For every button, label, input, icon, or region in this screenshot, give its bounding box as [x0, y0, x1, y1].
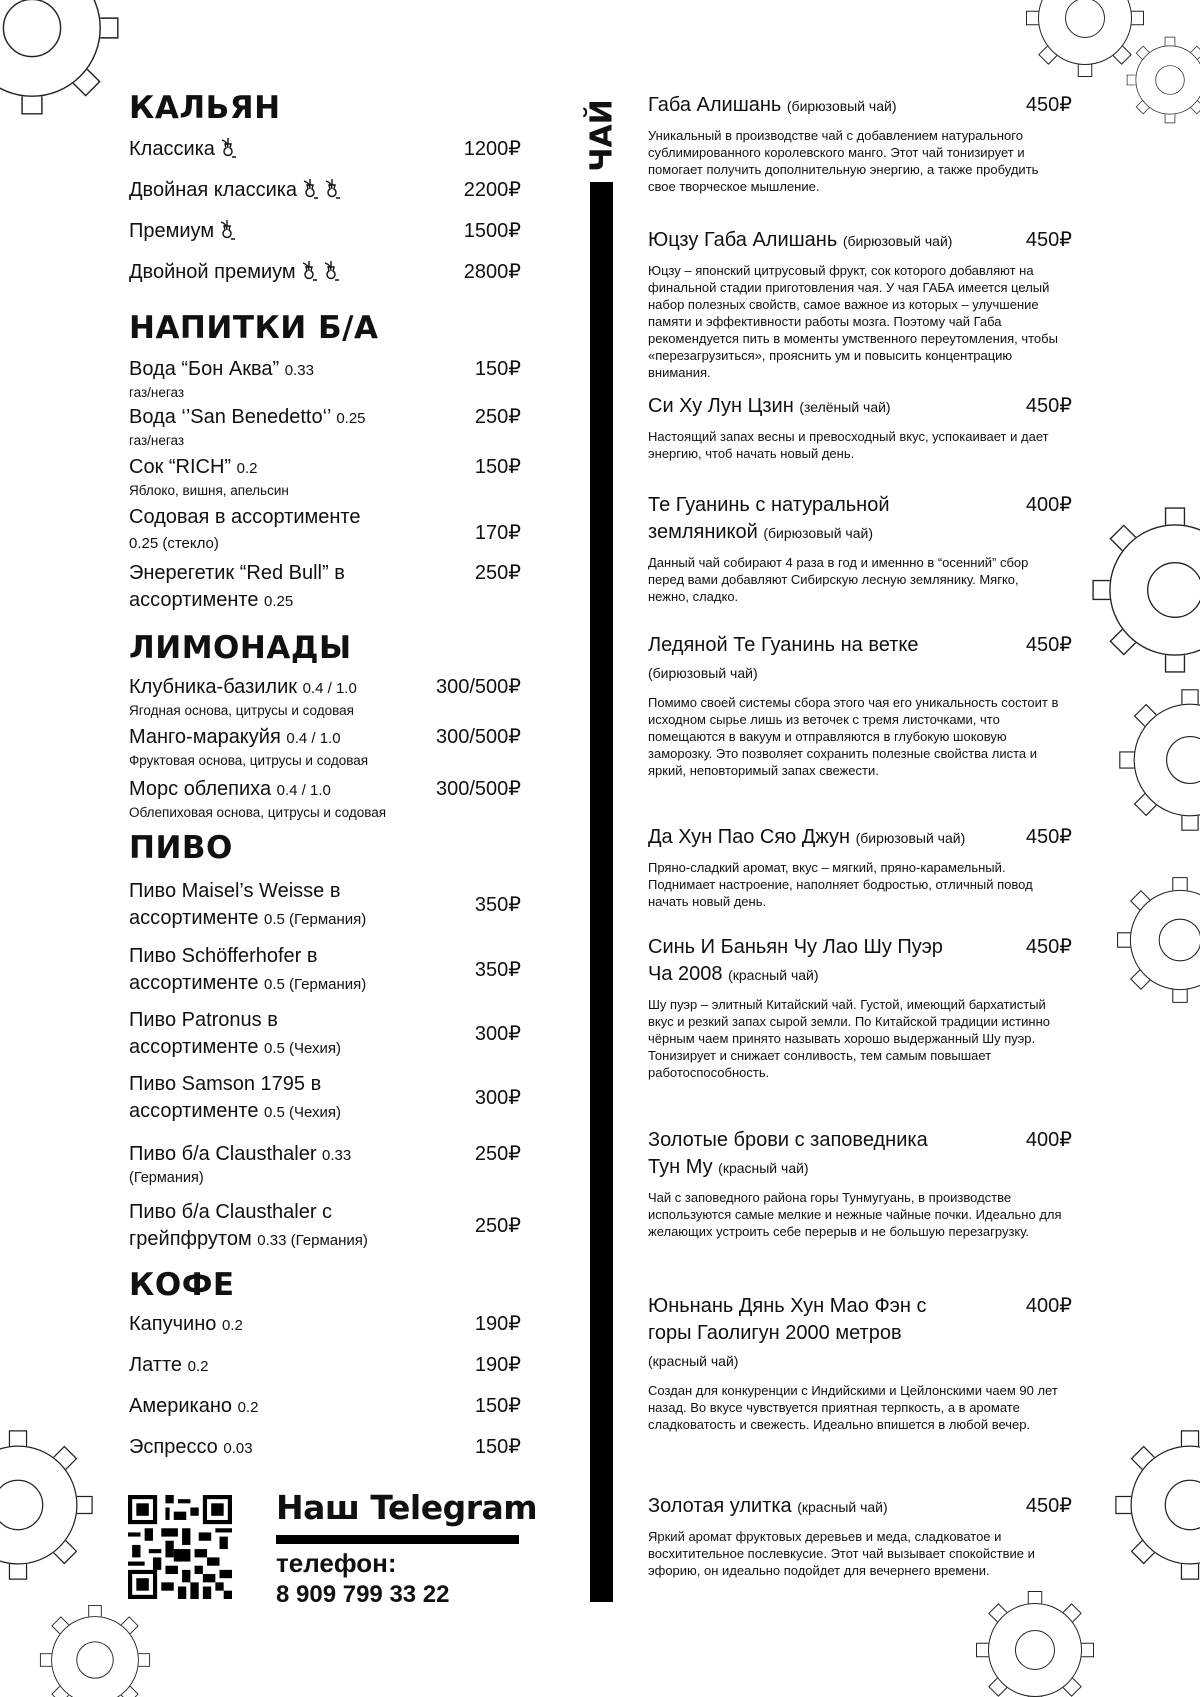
- item-price: 1500₽: [463, 220, 521, 242]
- hookah-icon: [300, 260, 318, 282]
- item-price: 300/500₽: [435, 726, 521, 748]
- phone-label: телефон:: [276, 1548, 397, 1578]
- item-sub: Ягодная основа, цитрусы и содовая: [129, 703, 354, 718]
- item-price: 250₽: [474, 1143, 521, 1165]
- item-volume: 0.33: [322, 1147, 352, 1164]
- tea-description: Юцзу – японский цитрусовый фрукт, сок которого добавляют на финальной стадии приготовления чая. У чая ГАБА имеется целый набор полезных свойств, самое важное из которых – улучшение памяти и эффективности работы мозга. Поэтому чай Габа рекомендуется пить в моменты умственного переутомления, чтобы «перезагрузиться», прояснить ум и повысить концентрацию внимания.: [648, 263, 1058, 380]
- menu-item: [129, 259, 521, 300]
- item-volume: 0.5 (Чехия): [264, 1040, 342, 1057]
- menu-item: [129, 1352, 521, 1393]
- divider-bar: [590, 182, 613, 1602]
- tea-price: 450₽: [1025, 936, 1072, 958]
- item-name: Манго-маракуйя: [129, 726, 281, 748]
- tea-type: (бирюзовый чай): [855, 830, 966, 846]
- item-volume: 0.4 / 1.0: [286, 730, 341, 747]
- tea-item: [648, 1293, 1072, 1493]
- item-name: Двойная классика: [129, 179, 298, 201]
- item-price: 150₽: [474, 456, 521, 478]
- item-name: Морс облепиха: [129, 778, 272, 800]
- tea-price: 450₽: [1025, 94, 1072, 116]
- item-price: 190₽: [474, 1313, 521, 1335]
- item-price: 1200₽: [463, 138, 521, 160]
- item-name: Эспрессо: [129, 1436, 218, 1458]
- qr-code[interactable]: [128, 1495, 232, 1599]
- tea-description: Уникальный в производстве чай с добавлением натурального сублимированного королевского манго. Этот чай тонизирует и помогает получить дополнительную энергию, а также пробудить свое творческое мышление.: [648, 128, 1039, 194]
- menu-item: [129, 724, 521, 776]
- tea-type: (бирюзовый чай): [763, 525, 873, 541]
- item-price: 190₽: [474, 1354, 521, 1376]
- hookah-icon: [219, 137, 237, 159]
- tea-price: 450₽: [1025, 229, 1072, 251]
- item-sub: Фруктовая основа, цитрусы и содовая: [129, 753, 369, 768]
- tea-type: (бирюзовый чай): [786, 98, 897, 114]
- tea-name: Золотые брови с заповедника Тун Му: [648, 1129, 928, 1178]
- tea-type: (бирюзовый чай): [842, 233, 953, 249]
- item-name: Латте: [129, 1354, 183, 1376]
- tea-price: 400₽: [1025, 494, 1072, 516]
- tea-type: (бирюзовый чай): [648, 665, 758, 681]
- item-sub: газ/негаз: [129, 433, 185, 448]
- hookah-icon: [218, 219, 236, 241]
- item-price: 2800₽: [463, 261, 521, 283]
- menu-item: [129, 356, 521, 404]
- item-sub: Яблоко, вишня, апельсин: [129, 483, 289, 498]
- item-name: Пиво Schöfferhofer в ассортименте: [129, 945, 318, 994]
- menu-item: [129, 136, 521, 177]
- item-price: 250₽: [474, 562, 521, 584]
- tea-item: [648, 492, 1072, 632]
- tea-price: 450₽: [1025, 395, 1072, 417]
- tea-item: [648, 1493, 1072, 1593]
- menu-item: [129, 1141, 521, 1199]
- menu-item: [129, 177, 521, 218]
- tea-name: Да Хун Пао Сяо Джун: [648, 826, 851, 848]
- item-volume: 0.33 (Германия): [257, 1232, 368, 1249]
- tea-description: Настоящий запах весны и превосходный вкус, успокаивает и дает энергию, чтоб начать новый день.: [648, 429, 1049, 461]
- menu-item: [129, 218, 521, 259]
- item-price: 250₽: [474, 406, 521, 428]
- item-name: Американо: [129, 1395, 232, 1417]
- item-price: 150₽: [474, 1395, 521, 1417]
- tea-price: 400₽: [1025, 1129, 1072, 1151]
- tea-item: [648, 1127, 1072, 1293]
- item-name: Пиво Maisel’s Weisse в ассортименте: [129, 880, 341, 929]
- tea-description: Создан для конкуренции с Индийскими и Цейлонскими чаем 90 лет назад. Во вкусе чувствуется приятная терпкость, а в аромате сладковатость и свежесть. Идеально впишется в любой вечер.: [648, 1383, 1058, 1432]
- item-sub: газ/негаз: [129, 385, 185, 400]
- menu-item: [129, 943, 521, 1007]
- tea-item: [648, 934, 1072, 1127]
- tea-item: [648, 227, 1072, 393]
- menu-item: [129, 404, 521, 454]
- item-price: 300₽: [474, 1023, 521, 1045]
- tea-item: [648, 393, 1072, 492]
- item-name: Вода ‘’San Benedetto‘’: [129, 406, 331, 428]
- item-price: 350₽: [474, 894, 521, 916]
- item-price: 350₽: [474, 959, 521, 981]
- tea-name: Ледяной Те Гуанинь на ветке: [648, 634, 919, 656]
- left-column: [129, 88, 521, 1475]
- hookah-icon: [301, 178, 319, 200]
- item-price: 300₽: [474, 1087, 521, 1109]
- item-name: Пиво б/а Clausthaler с грейпфрутом: [129, 1201, 333, 1250]
- tea-type: (красный чай): [718, 1160, 809, 1176]
- tea-description: Данный чай собирают 4 раза в год и именнно в “осенний” сбор перед вами добавляют Сибирскую лесную землянику. Мягко, нежно, сладко.: [648, 555, 1029, 604]
- item-name: Классика: [129, 138, 215, 160]
- tea-type: (зелёный чай): [799, 399, 891, 415]
- item-name: Капучино: [129, 1313, 217, 1335]
- menu-item: [129, 560, 521, 624]
- item-name: Пиво Patronus в ассортименте: [129, 1009, 278, 1058]
- menu-item: [129, 1199, 521, 1261]
- tea-item: [648, 824, 1072, 934]
- tea-description: Яркий аромат фруктовых деревьев и меда, сладковатое и восхитительное послевкусие. Этот чай вызывает спокойствие и эфорию, он идеально подойдет для вечернего времени.: [648, 1529, 1035, 1578]
- item-name: Содовая в ассортименте: [129, 506, 361, 528]
- item-volume: 0.5 (Чехия): [264, 1104, 342, 1121]
- item-name: Пиво б/а Clausthaler: [129, 1143, 317, 1165]
- item-volume: 0.4 / 1.0: [302, 680, 357, 697]
- item-volume: 0.5 (Германия): [264, 911, 367, 928]
- menu-item: [129, 878, 521, 943]
- menu-item: [129, 1434, 521, 1475]
- item-volume: 0.2: [237, 1399, 259, 1416]
- tea-type: (красный чай): [797, 1499, 888, 1515]
- item-name: Вода “Бон Аква”: [129, 358, 280, 380]
- menu-item: [129, 504, 521, 560]
- item-price: 300/500₽: [435, 778, 521, 800]
- item-volume: 0.2: [187, 1358, 209, 1375]
- item-sub: 0.25 (стекло): [129, 535, 219, 552]
- tea-name: Золотая улитка: [648, 1495, 792, 1517]
- tea-type: (красный чай): [648, 1353, 739, 1369]
- tea-price: 450₽: [1025, 634, 1072, 656]
- tea-section-label: ЧАЙ: [584, 99, 620, 172]
- item-price: 300/500₽: [435, 676, 521, 698]
- item-price: 2200₽: [463, 179, 521, 201]
- tea-name: Си Ху Лун Цзин: [648, 395, 794, 417]
- divider: [276, 1535, 519, 1544]
- tea-price: 450₽: [1025, 826, 1072, 848]
- tea-price: 450₽: [1025, 1495, 1072, 1517]
- item-price: 250₽: [474, 1215, 521, 1237]
- item-price: 150₽: [474, 1436, 521, 1458]
- item-volume: 0.2: [221, 1317, 243, 1334]
- item-volume: 0.4 / 1.0: [276, 782, 331, 799]
- phone-number[interactable]: 8 909 799 33 22: [276, 1581, 450, 1608]
- item-volume: 0.2: [236, 460, 258, 477]
- section-title-beer: ПИВО: [129, 830, 233, 866]
- menu-item: [129, 1311, 521, 1352]
- item-volume: 0.5 (Германия): [264, 976, 367, 993]
- tea-description: Шу пуэр – элитный Китайский чай. Густой, имеющий бархатистый вкус и резкий запах сырой земли. По Китайской традиции истинно чёрным чаем принято называть хорошо выдержанный Шу пуэр. Тонизирует и снижает сонливость, тем самым повышает работоспособность.: [648, 997, 1051, 1080]
- tea-description: Пряно-сладкий аромат, вкус – мягкий, пряно-карамельный. Поднимает настроение, наполняет бодростью, отличный повод начать новый день.: [648, 860, 1033, 909]
- menu-item: [129, 454, 521, 504]
- hookah-icon: [323, 178, 341, 200]
- section-title-hookah: КАЛЬЯН: [129, 90, 281, 126]
- tea-item: [648, 92, 1072, 227]
- item-name: Сок “RICH”: [129, 456, 232, 478]
- item-name: Энерегетик “Red Bull” в ассортименте: [129, 562, 345, 611]
- item-name: Двойной премиум: [129, 261, 296, 283]
- tea-name: Юньнань Дянь Хун Мао Фэн с горы Гаолигун 2000 метров: [648, 1295, 927, 1344]
- tea-item: [648, 632, 1072, 824]
- section-title-coffee: КОФЕ: [129, 1267, 235, 1303]
- section-title-lemonades: ЛИМОНАДЫ: [129, 630, 352, 666]
- tea-name: Те Гуанинь с натуральной земляникой: [648, 494, 890, 543]
- menu-item: [129, 1007, 521, 1071]
- tea-column: [648, 92, 1072, 1593]
- item-volume: 0.03: [223, 1440, 253, 1457]
- menu-item: [129, 1393, 521, 1434]
- telegram-title: Наш Telegram: [276, 1488, 538, 1527]
- item-sub: (Германия): [129, 1170, 204, 1186]
- menu-item: [129, 1071, 521, 1141]
- section-title-soft-drinks: НАПИТКИ Б/А: [129, 310, 379, 346]
- tea-name: Синь И Баньян Чу Лао Шу Пуэр Ча 2008: [648, 936, 943, 985]
- tea-description: Чай с заповедного района горы Тунмугуань, в производстве используются самые мелкие и нежные чайные почки. Идеально для желающих устроить себе перерыв и не большую перезагрузку.: [648, 1190, 1062, 1239]
- tea-name: Габа Алишань: [648, 94, 782, 116]
- item-name: Клубника-базилик: [129, 676, 298, 698]
- item-name: Премиум: [129, 220, 215, 242]
- tea-description: Помимо своей системы сбора этого чая его уникальность состоит в исходном сырье лишь из веточек с тремя листочками, что помещаются в вакуум и отправляются в глубокую шоковую заморозку. Это позволяет сохранить полезные свойства листа и яркий, неповторимый запах свежести.: [648, 695, 1059, 778]
- item-volume: 0.33: [284, 362, 314, 379]
- item-sub: Облепиховая основа, цитрусы и содовая: [129, 805, 387, 820]
- item-volume: 0.25: [264, 593, 294, 610]
- tea-type: (красный чай): [728, 967, 819, 983]
- item-price: 150₽: [474, 358, 521, 380]
- hookah-icon: [322, 260, 340, 282]
- item-price: 170₽: [474, 522, 521, 544]
- tea-price: 400₽: [1025, 1295, 1072, 1317]
- item-name: Пиво Samson 1795 в ассортименте: [129, 1073, 322, 1122]
- menu-item: [129, 776, 521, 828]
- tea-name: Юцзу Габа Алишань: [648, 229, 838, 251]
- item-volume: 0.25: [336, 410, 366, 427]
- menu-item: [129, 674, 521, 724]
